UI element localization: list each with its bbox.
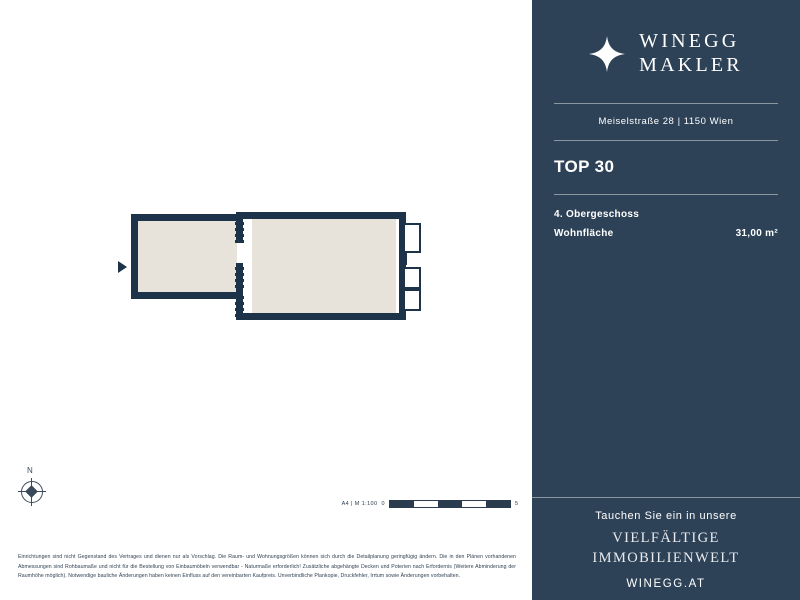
scale-track <box>389 500 511 508</box>
compass-north-label: N <box>27 466 34 475</box>
footer-tagline-line2: IMMOBILIENWELT <box>592 549 740 566</box>
brand-name-line2: MAKLER <box>639 53 743 76</box>
compass-cross <box>18 478 46 506</box>
scale-start-label: 0 <box>381 501 385 507</box>
info-panel <box>532 0 800 600</box>
wall-segment <box>131 292 243 299</box>
footer-tagline-intro: Tauchen Sie ein in unsere <box>595 510 737 522</box>
window-icon <box>403 223 421 253</box>
detail-row-area <box>554 228 778 247</box>
wall-hatch-ticks <box>235 296 244 320</box>
info-panel-top <box>532 0 800 497</box>
room-right-fill <box>252 219 396 319</box>
property-details <box>554 195 778 247</box>
brand-name-line1: WINEGG <box>639 30 740 52</box>
wall-hatch-ticks <box>235 267 244 291</box>
area-value: 31,00 m² <box>735 228 778 240</box>
window-icon <box>403 267 421 289</box>
room-left-fill <box>137 221 237 298</box>
info-panel-footer <box>532 497 800 600</box>
wall-segment <box>131 214 138 299</box>
wall-segment <box>131 214 243 221</box>
footer-website[interactable]: WINEGG.AT <box>626 578 706 591</box>
scale-end-label: 5 <box>514 501 518 507</box>
brand-name <box>639 30 743 77</box>
window-icon <box>403 289 421 311</box>
scale-label: A4 | M 1:100 <box>341 501 378 507</box>
entry-arrow-icon <box>118 261 127 273</box>
four-point-star-icon <box>589 36 625 72</box>
property-address: Meiselstraße 28 | 1150 Wien <box>598 116 734 128</box>
scale-bar <box>342 500 518 508</box>
wall-hatch-ticks <box>235 216 244 246</box>
compass-rose-icon <box>14 466 50 512</box>
wall-segment <box>236 212 406 219</box>
disclaimer-text: Einrichtungen sind nicht Gegenstand des Vertrages und dienen nur als Vorschlag. Die Raum- und Wohnungsgrößen können sich durch die Detailplanung geringfügig ändern. Die in den Plänen vorhandenen Abmessungen sind Rohbaumaße und nicht für die Bestellung von Einbaumöbeln verwendbar - Naturmaße erforderlich! Zusätzliche abgehängte Decken und Poterien nach Erfordernis (Weitere Abminderung der Raumhöhe möglich). Notwendige bauliche Änderungen haben keinen Einfluss auf den vereinbarten Kaufpreis. Unverbindliche Plankopie, Druckfehler, Irrtum sowie Änderungen vorbehalten. <box>18 554 516 580</box>
wall-segment <box>401 251 407 265</box>
floorplan-drawing <box>118 205 418 330</box>
wall-segment <box>236 313 406 320</box>
brand-logo <box>554 0 778 77</box>
footer-tagline-line1: VIELFÄLTIGE <box>612 530 720 546</box>
detail-row-floor <box>554 209 778 228</box>
page-title: TOP 30 <box>554 157 615 177</box>
floor-label: 4. Obergeschoss <box>554 209 640 221</box>
area-label: Wohnfläche <box>554 228 614 240</box>
